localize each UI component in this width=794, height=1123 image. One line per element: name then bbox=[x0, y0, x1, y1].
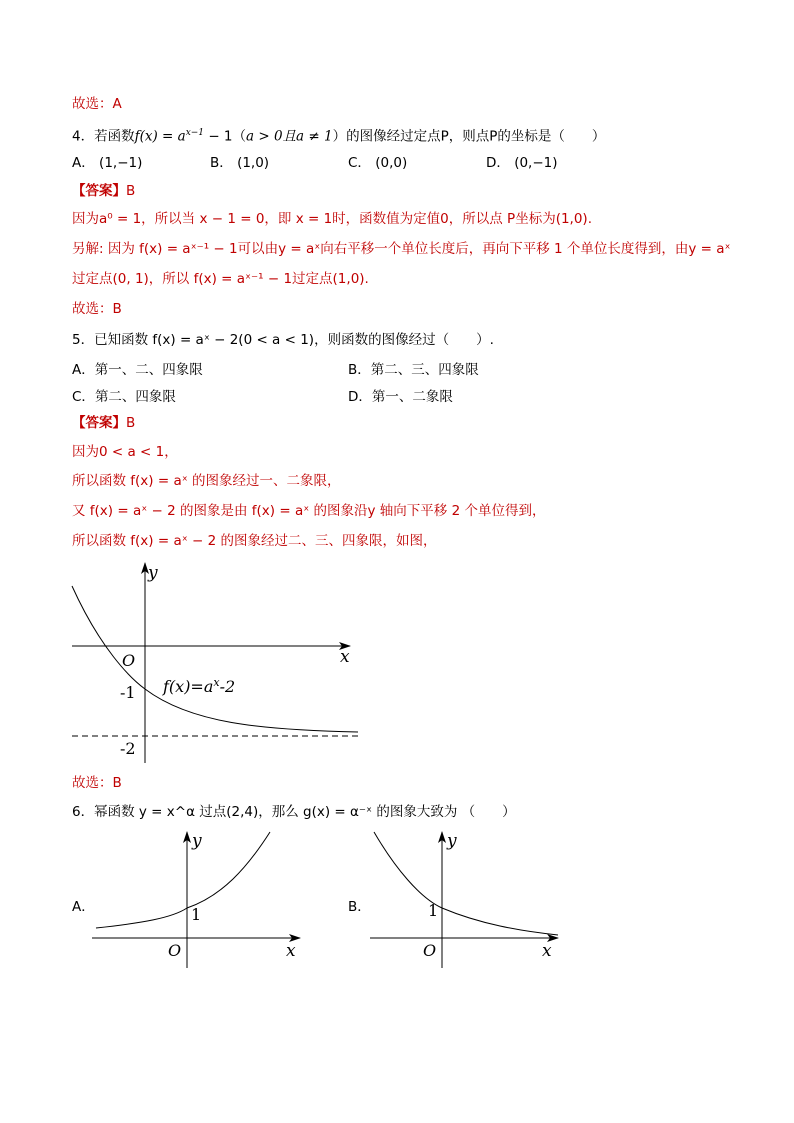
q4-stem-mid: − 1（ bbox=[204, 128, 247, 145]
q6b-origin-label: O bbox=[423, 941, 437, 960]
q5-solution-4: 所以函数 f(x) = aˣ − 2 的图象经过二、三、四象限，如图， bbox=[72, 533, 437, 549]
q4-option-a: A． (1,−1) bbox=[72, 155, 143, 171]
q5-tick-neg1: -1 bbox=[120, 683, 136, 702]
q6-option-b-letter: B． bbox=[348, 899, 371, 915]
q5-solution-2: 所以函数 f(x) = aˣ 的图象经过一、二象限， bbox=[72, 473, 341, 489]
q5-choose: 故选：B bbox=[72, 775, 122, 791]
q4-option-b: B． (1,0) bbox=[210, 155, 270, 171]
q6a-tick-1: 1 bbox=[191, 905, 202, 924]
q5-answer bbox=[72, 414, 135, 432]
q6-stem: 6．幂函数 y = x^α 过点(2,4)，那么 g(x) = α⁻ˣ 的图象大致为 （ ） bbox=[72, 804, 516, 820]
q5-stem: 5．已知函数 f(x) = aˣ − 2(0 < a < 1)，则函数的图像经过（ ）. bbox=[72, 332, 494, 348]
q5-tick-neg2: -2 bbox=[120, 739, 136, 758]
q6a-curve bbox=[96, 832, 270, 928]
q6b-tick-1: 1 bbox=[428, 901, 439, 920]
q4-solution-2: 另解: 因为 f(x) = aˣ⁻¹ − 1可以由y = aˣ向右平移一个单位长度后，再向下平移 1 个单位长度得到，由y = aˣ bbox=[72, 241, 731, 257]
q3-choose: 故选：A bbox=[72, 96, 122, 112]
q4-option-d: D． (0,−1) bbox=[486, 155, 558, 171]
q4-stem-pre: 4．若函数 bbox=[72, 128, 135, 145]
q6a-origin-label: O bbox=[168, 941, 182, 960]
q5-graph bbox=[60, 558, 370, 768]
q5-solution-1: 因为0 < a < 1， bbox=[72, 444, 178, 460]
q4-choose: 故选：B bbox=[72, 301, 122, 317]
q6-option-b-graph bbox=[370, 828, 570, 968]
q4-stem-sup: x−1 bbox=[185, 128, 205, 138]
q4-solution-1: 因为a⁰ = 1，所以当 x − 1 = 0，即 x = 1时，函数值为定值0，所以点 P坐标为(1,0). bbox=[72, 211, 592, 227]
q5-y-label: y bbox=[148, 563, 158, 583]
q5-origin-label: O bbox=[122, 651, 136, 670]
q5-answer-value: B bbox=[126, 415, 136, 431]
q4-stem-func: f(x) = a bbox=[134, 128, 186, 145]
q4-answer-tag: 【答案】 bbox=[72, 183, 126, 199]
q5-option-c: C．第二、四象限 bbox=[72, 389, 176, 405]
q4-stem-post: ）的图像经过定点P，则点P的坐标是（ ） bbox=[332, 128, 606, 145]
q4-answer bbox=[72, 182, 135, 200]
q5-option-b: B．第二、三、四象限 bbox=[348, 362, 479, 378]
q6a-y-label: y bbox=[192, 831, 202, 851]
q6b-x-label: x bbox=[542, 941, 552, 961]
q4-stem bbox=[72, 124, 605, 146]
q4-answer-value: B bbox=[126, 183, 136, 199]
q5-curve-label: $f(x)=a^x-2$ bbox=[163, 676, 236, 696]
q5-option-d: D．第一、二象限 bbox=[348, 389, 453, 405]
q4-stem-cond: a > 0且a ≠ 1 bbox=[246, 128, 333, 145]
q6a-x-label: x bbox=[286, 941, 296, 961]
q6-option-a-graph bbox=[92, 828, 312, 968]
q6b-y-label: y bbox=[447, 831, 457, 851]
q5-curve bbox=[72, 586, 358, 732]
q6-option-a-letter: A． bbox=[72, 899, 95, 915]
q6b-curve bbox=[374, 832, 558, 935]
q5-solution-3: 又 f(x) = aˣ − 2 的图象是由 f(x) = aˣ 的图象沿y 轴向下平移 2 个单位得到， bbox=[72, 503, 546, 519]
q5-option-a: A．第一、二、四象限 bbox=[72, 362, 203, 378]
q4-option-c: C． (0,0) bbox=[348, 155, 408, 171]
q5-answer-tag: 【答案】 bbox=[72, 415, 126, 431]
q5-x-label: x bbox=[340, 647, 350, 667]
q4-solution-3: 过定点(0, 1)，所以 f(x) = aˣ⁻¹ − 1过定点(1,0). bbox=[72, 271, 369, 287]
